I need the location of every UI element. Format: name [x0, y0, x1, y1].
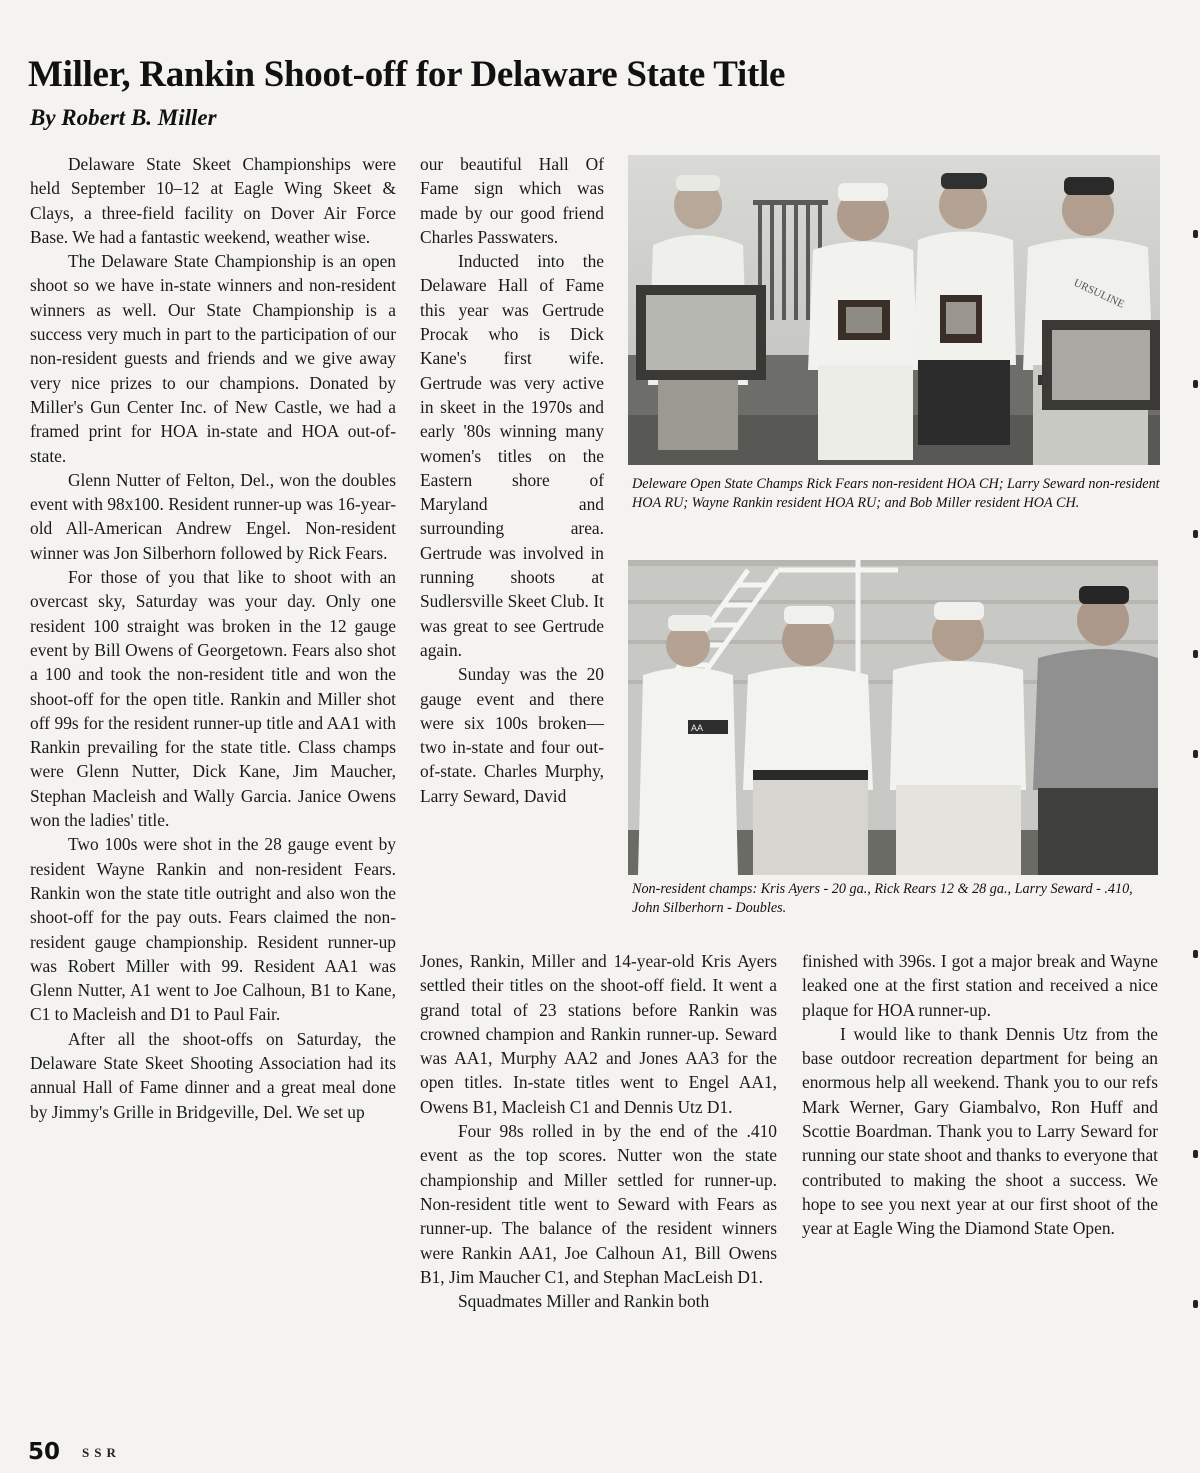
- paragraph: I would like to thank Dennis Utz from the base outdoor recreation department for being an enormous help all weekend. Thank you to our refs Mark Werner, Gary Giambalvo, Ron Huff and Scottie Boardman. Thank you to Larry Seward for running our state shoot and thanks to everyone that contributed to making the shoot a success. We hope to see you next year at our first shoot of the year at Eagle Wing the Diamond State Open.: [802, 1023, 1158, 1239]
- paragraph: For those of you that like to shoot with an overcast sky, Saturday was your day. Only one resident 100 straight was broken in the 12 gauge event by Bill Owens of Georgetown. Fears also shot a 100 and took the non-resident title and won the shoot-off for the open title. Rankin and Miller shot off 99s for the resident runner-up title and AA1 with Rankin prevailing for the state title. Class champs were Glenn Nutter, Dick Kane, Jim Maucher, Stephan Macleish and Wally Garcia. Janice Owens won the ladies' title.: [30, 567, 396, 831]
- paragraph: our beautiful Hall Of Fame sign which was made by our good friend Charles Passwaters.: [420, 154, 604, 247]
- paragraph: Two 100s were shot in the 28 gauge event by resident Wayne Rankin and non-resident Fears. Rankin won the state title outright and also won the shoot-off for the pay outs. Fears claimed the non-resident gauge championship. Resident runner-up was Robert Miller with 99. Resident AA1 was Glenn Nutter, A1 went to Joe Calhoun, B1 to Kane, C1 to Macleish and D1 to Paul Fair.: [30, 834, 396, 1025]
- paragraph: Delaware State Skeet Championships were held September 10–12 at Eagle Wing Skeet & Clays, a three-field facility on Dover Air Force Base. We had a fantastic weekend, weather wise.: [30, 154, 396, 247]
- shirt-text: URSULINE: [1071, 276, 1127, 311]
- paragraph: finished with 396s. I got a major break and Wayne leaked one at the first station and received a nice plaque for HOA runner-up.: [802, 951, 1158, 1020]
- article-column-2-bottom: [420, 949, 777, 1406]
- photo-champions-with-prizes: [628, 155, 1160, 465]
- article-column-3: [802, 949, 1158, 1349]
- photo-non-resident-champs: [628, 560, 1158, 875]
- article-column-1: [30, 152, 396, 1404]
- article-byline: By Robert B. Miller: [30, 105, 217, 130]
- plaque-text: AA: [691, 723, 704, 733]
- page-number: 50: [28, 1439, 61, 1465]
- page-edge-marks: [1190, 150, 1200, 1410]
- photo-image: [628, 155, 1160, 465]
- paragraph: Glenn Nutter of Felton, Del., won the doubles event with 98x100. Resident runner-up was 16-year-old All-American Andrew Engel. Non-resident winner was Jon Silberhorn followed by Rick Fears.: [30, 469, 396, 563]
- paragraph: The Delaware State Championship is an open shoot so we have in-state winners and non-resident winners as well. Our State Championship is a success very much in part to the participation of our non-resident guests and friends and we give away very nice prizes to our champions. Donated by Miller's Gun Center Inc. of New Castle, we had a framed print for HOA in-state and HOA out-of-state.: [30, 251, 396, 466]
- article-column-2-top: [420, 152, 604, 949]
- magazine-name: SSR: [82, 1445, 121, 1460]
- paragraph: Squadmates Miller and Rankin both: [458, 1291, 710, 1312]
- paragraph: Jones, Rankin, Miller and 14-year-old Kris Ayers settled their titles on the shoot-off field. It went a grand total of 23 stations before Rankin was crowned champion and Rankin runner-up. Seward was AA1, Murphy AA2 and Jones AA3 for the open titles. In-state titles went to Engel AA1, Owens B1, Macleish C1 and Dennis Utz D1.: [420, 951, 777, 1117]
- paragraph: Sunday was the 20 gauge event and there were six 100s broken—two in-state and four out-of-state. Charles Murphy, Larry Seward, David: [420, 664, 604, 806]
- article-title: Miller, Rankin Shoot-off for Delaware State Title: [28, 54, 786, 95]
- photo-image: [628, 560, 1158, 875]
- paragraph: Inducted into the Delaware Hall of Fame this year was Gertrude Procak who is Dick Kane's first wife. Gertrude was very active in skeet in the 1970s and early '80s winning many women's titles on the Eastern shore of Maryland and surrounding area. Gertrude was involved in running shoots at Sudlersville Skeet Club. It was great to see Gertrude again.: [420, 251, 604, 660]
- paragraph: After all the shoot-offs on Saturday, the Delaware State Skeet Shooting Association had its annual Hall of Fame dinner and a great meal done by Jimmy's Grille in Bridgeville, Del. We set up: [30, 1028, 396, 1122]
- photo-caption: Deleware Open State Champs Rick Fears non-resident HOA CH; Larry Seward non-resident HOA RU; Wayne Rankin resident HOA RU; and Bob Miller resident HOA CH.: [632, 476, 1160, 511]
- photo-caption: Non-resident champs: Kris Ayers - 20 ga., Rick Rears 12 & 28 ga., Larry Seward - .410, John Silberhorn - Doubles.: [632, 881, 1133, 916]
- paragraph: Four 98s rolled in by the end of the .410 event as the top scores. Nutter won the state championship and Miller settled for runner-up. Non-resident title went to Seward with Fears as runner-up. The balance of the resident winners were Rankin AA1, Joe Calhoun A1, Bill Owens B1, Jim Maucher C1, and Stephan MacLeish D1.: [420, 1121, 777, 1287]
